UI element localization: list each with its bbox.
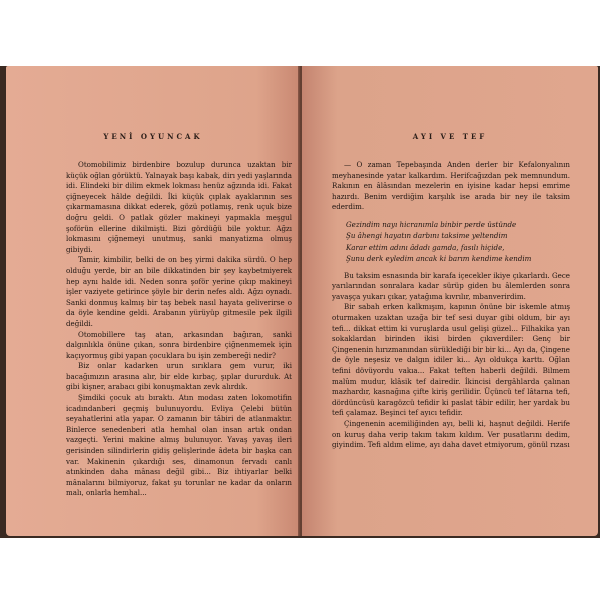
paragraph: — O zaman Tepebaşında Anden derler bir Kefalonyalının meyhanesinde yatar kalkardım. Herifcağızdan pek memnundum. Rakının en âlâsından mezelerin en iyisine kadar hepsi emrime hazırdı. Benim verdiğim karşılık ise arada bir ney ile taksim ederdim. (332, 160, 570, 212)
poem-line: Şunu derk eyledim ancak ki barım kendime kendim (346, 254, 532, 264)
open-book (0, 66, 600, 538)
poem-line: Şu âhengi hayatın darbını taksime yeltendim (346, 231, 508, 241)
paragraph: Otomobilimiz birdenbire bozulup durunca uzaktan bir küçük oğlan görüktü. Yalnayak başı kabak, dirı yedi yaşlarında idi. Elindeki bir dilim ekmek lokması henüz ağzında idi. Fakat çiğneyecek hâlde değildi. İki küçük çıplak ayaklarının ses çıkarmamasına dikkat ederek, gözü potlamış, renk uçuk bize doğru geldi. O patlak gözler makineyi yapmakla meşgul şoförün ellerine dikilmişti. Bizi gördüğü bile yoktur. Ağzı lokmasını çiğnemeyi unutmuş, sanki manyatizma olmuş gibiydi. (66, 160, 292, 254)
left-page-header: YENİ OYUNCAK (103, 132, 203, 141)
paragraph: Bu taksim esnasında bir karafa içecekler ikiye çıkarlardı. Gece yarılarından sonralara kadar sürüp giden bu âlemlerden sonra yavaşça yukarı çıkar, yatağıma kıvrılır, mbanverirdim. (332, 270, 570, 301)
right-page-header: AYI VE TEF (412, 132, 488, 141)
paragraph: Biz onlar kadarken urun sırıklara gem vurur, iki bacağımızın arasına alır, bir elde kırbaç, şıplar dururduk. At gibi kişner, arabacı gibi konuşmaktan zevk alırdık. (66, 361, 292, 392)
poem-line: Karar ettim adını âdadı gamda, fasılı hiçide, (346, 242, 505, 252)
paragraph: Otomobillere taş atan, arkasından bağıran, sanki dalgınlıkla önüne çıkan, sonra birdenbire çiğnenmemek için kaçıyormuş gibi yapan çocuklara bu işin zembereği nedir? (66, 329, 292, 360)
left-page-text (66, 160, 292, 499)
paragraph: Çingenenin acemiliğinden ayı, belli ki, haşnut değildi. Herife on kuruş daha verip takım takım kıldım. Ver pusatlarını dedim, giyindim. Tefi aldım elime, ayı daha davet etmiyorum, gönül rızası (332, 418, 570, 450)
right-page-text (332, 160, 570, 451)
left-page (6, 66, 300, 536)
paragraph: Bir sabah erken kalkmışım, kapının önüne bir iskemle atmış oturmaken uzaktan uzağa bir tef sesi duyar gibi oldum, bir ayı tefi... dikkat ettim ki vuruşlarda usul gelişi güzel... Filhakika yan sokaklardan birinden ikisi birden çıkıverdiler: Genç bir Çingenenin hırızmanından sürüklediği bir bir ki... Ayı da, Çingene de öyle neşesiz ve dalgın idiler ki... Ayı oldukça karttı. Oğlan tefini dövüyordu vakıa... Fakat teften haberli değildi. Bilmem malûm mudur, klâsik tef dairedir. İkincisi dergâhlarda çalınan mazhardır, kasnağına çifte kiriş gerilidir. Üçüncü tef lâtarna tefi, dördüncüsü karagözcü tefidir ki paslat tâbir edilir, her yardak bu tefi çalamaz. Beşinci tef ayıcı tefidir. (332, 302, 570, 418)
paragraph: Tamir, kimbilir, belki de on beş yirmi dakika sürdü. O hep olduğu yerde, bir an bile dikkatinden bir şey kaybetmiyerek hep aynı halde idi. Neden sonra şoför yerine çıkıp makineyi işler vaziyete getirince şöyle bir derin nefes aldı. Ağzı oynadı. Sanki donmuş kalmış bir taş bebek nasıl hayata geliverirse o da öyle kendine geldi. Arabanın yürüyüp gitmesile pek ilgili değildi. (66, 255, 292, 328)
poem-line: Gezindim nayı hicranımla binbir perde üstünde (346, 219, 517, 229)
right-page (302, 66, 598, 536)
poem-stanza (332, 219, 570, 265)
paragraph: Şimdiki çocuk atı bıraktı. Atın modası zaten lokomotifin icadındanberi geçmiş bulunuyordu. Evliya Çelebi bütün seyahatlerini atla yapar. O zamanın bir tâbiri de atlanmaktır. Binlerce senedenberi atla hemhal olan insan artık ondan vazgeçti. Yerini makine almış bulunuyor. Yavaş yavaş ileri gerisinden silindirlerin gidiş gelişlerinde âdeta bir başka can var. Makinenin çıkardığı ses, dinamonun fervadı canlı atınkinden daha mânası değil gibi... Biz ihtiyarlar belki mânalarını bilmiyoruz, fakat şu torunlar ne kadar da onların malı, onlarla hemhal... (66, 393, 292, 498)
